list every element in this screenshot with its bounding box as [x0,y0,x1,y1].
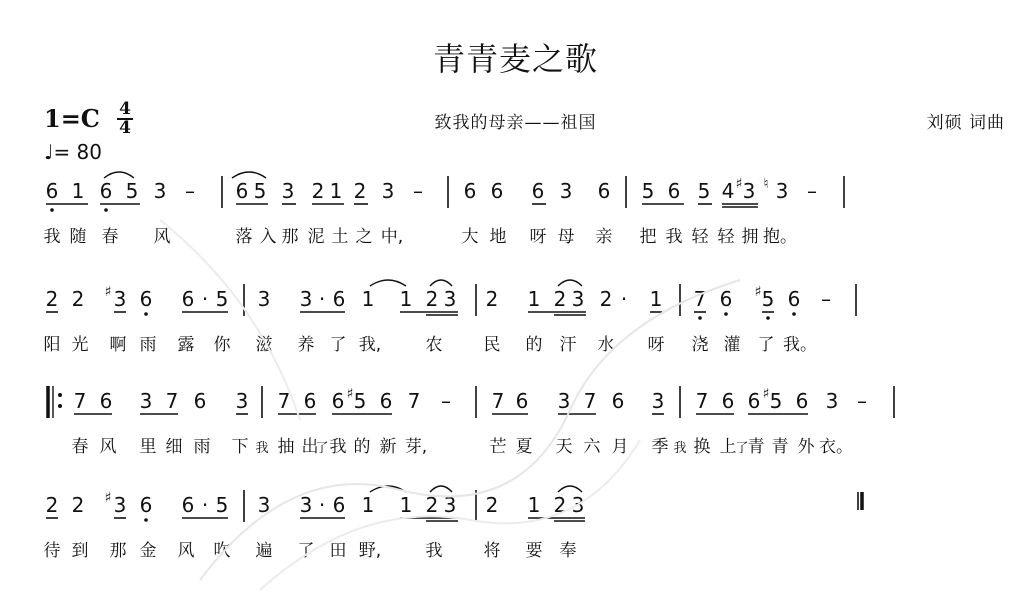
jianpu-note: 1 [361,493,375,517]
lyric-word: 轻 [691,227,709,247]
lyric-word: 了 [735,441,749,456]
jianpu-note: 6 [531,179,545,203]
lyric-word: 月 [611,437,629,457]
jianpu-note: 3 [775,179,789,203]
jianpu-note: 6 [379,389,393,413]
jianpu-note: 7 [165,389,179,413]
jianpu-note: 6 [99,389,113,413]
jianpu-note: 1 [329,179,343,203]
lyric-word: 母 [557,227,575,247]
slur-arc [370,280,406,286]
jianpu-note: 5 [253,179,267,203]
lyric-word: 我 [665,227,683,247]
repeat-dot [58,404,62,408]
jianpu-note: 6 [719,287,733,311]
lyric-word: 浇 [691,335,709,355]
jianpu-note: 5 [761,287,775,311]
jianpu-note: 3 [113,493,127,517]
jianpu-note: ♯ [346,386,354,402]
lyric-word: 呀 [647,335,665,355]
jianpu-note: 1 [527,287,541,311]
lyric-word: 入 [259,227,277,247]
jianpu-note: · [620,287,628,311]
lyric-word: 芽, [404,437,428,457]
jianpu-note: 2 [485,287,499,311]
lyric-word: 我 [329,437,347,457]
slur-arc [430,280,452,286]
jianpu-note: · [201,493,209,517]
jianpu-note: ♯ [735,176,743,192]
lyric-word: 春 [101,227,119,247]
jianpu-note: 3 [299,287,313,311]
tempo-value: = 80 [53,140,103,164]
page-title: 青青麦之歌 [432,40,598,78]
jianpu-note: 3 [257,493,271,517]
lyric-word: 我。 [783,335,817,355]
lyric-word: 汗 [559,335,577,355]
time-signature-bottom: 4 [119,118,131,138]
lyric-word: 金 [139,541,157,561]
jianpu-note: 6 [193,389,207,413]
jianpu-note: 3 [742,179,756,203]
jianpu-note: 7 [491,389,505,413]
jianpu-note: 2 [425,287,439,311]
octave-dot [50,208,54,212]
cropped-area [585,512,885,534]
lyric-word: 我 [255,441,269,456]
jianpu-note: 3 [257,287,271,311]
jianpu-note: 2 [553,493,567,517]
jianpu-note: 1 [71,179,85,203]
jianpu-note: 6 [181,287,195,311]
jianpu-note: 5 [215,493,229,517]
jianpu-note: 1 [399,287,413,311]
jianpu-note: 7 [693,287,707,311]
jianpu-note: 6 [721,389,735,413]
lyric-word: 细 [165,437,183,457]
lyric-word: 亲 [595,227,613,247]
slur-arc [430,486,452,492]
jianpu-note: 2 [71,493,85,517]
lyric-word: 阳 [43,335,61,355]
jianpu-note: 3 [113,287,127,311]
lyric-word: 把 [639,227,657,247]
key-signature: 1=C [44,104,100,133]
lyric-word: 春 [71,437,89,457]
lyric-word: 中, [380,227,404,247]
jianpu-note: 3 [235,389,249,413]
jianpu-note: 3 [281,179,295,203]
jianpu-note: 5 [697,179,711,203]
jianpu-note: – [807,179,817,203]
lyric-word: 了 [297,541,315,561]
jianpu-note: 2 [485,493,499,517]
repeat-dot [58,393,62,397]
jianpu-note: ♯ [104,490,112,506]
jianpu-note: 6 [787,287,801,311]
lyric-word: 泥 [307,227,325,247]
jianpu-note: 6 [747,389,761,413]
lyric-word: 新 [379,437,397,457]
jianpu-note: 5 [769,389,783,413]
author-credit: 刘硕 词曲 [926,113,1005,133]
lyric-word: 季 [651,437,669,457]
jianpu-note: ♯ [754,284,762,300]
slur-arc [558,280,582,286]
octave-dot [104,208,108,212]
jianpu-note: 3 [651,389,665,413]
lyric-word: 夏 [515,437,533,457]
jianpu-note: 1 [399,493,413,517]
jianpu-note: 3 [559,179,573,203]
lyric-word: 那 [109,541,127,561]
jianpu-note: 5 [215,287,229,311]
jianpu-note: 2 [311,179,325,203]
lyric-word: 雨 [139,335,157,355]
jianpu-note: 6 [597,179,611,203]
lyric-word: 随 [69,227,87,247]
lyric-word: 滋 [255,335,273,355]
lyric-word: 风 [99,437,117,457]
lyric-word: 六 [583,437,601,457]
jianpu-note: 6 [303,389,317,413]
lyric-word: 抱。 [763,227,797,247]
lyric-word: 光 [71,335,89,355]
lyric-word: 的 [525,335,543,355]
jianpu-note: 7 [277,389,291,413]
jianpu-note: 3 [299,493,313,517]
lyric-word: 我 [425,541,443,561]
jianpu-note: 2 [45,287,59,311]
lyric-word: 吹 [213,541,231,561]
lyric-word: 了 [757,335,775,355]
jianpu-note: 6 [611,389,625,413]
jianpu-note: 1 [527,493,541,517]
lyric-word: 地 [489,227,507,247]
jianpu-note: 2 [45,493,59,517]
lyric-word: 的 [353,437,371,457]
jianpu-note: 5 [641,179,655,203]
jianpu-note: 6 [181,493,195,517]
jianpu-note: 6 [99,179,113,203]
octave-dot [698,316,702,320]
octave-dot [144,312,148,316]
jianpu-note: 6 [331,389,345,413]
jianpu-note: – [821,287,831,311]
lyric-word: 我 [43,227,61,247]
lyric-word: 露 [177,335,195,355]
jianpu-note: 3 [571,287,585,311]
jianpu-note: 3 [557,389,571,413]
lyric-word: 风 [177,541,195,561]
jianpu-note: 2 [599,287,613,311]
time-signature-top: 4 [119,99,131,119]
lyric-word: 下 [231,437,249,457]
jianpu-note: 2 [71,287,85,311]
lyric-word: 土 [331,227,349,247]
lyric-word: 芒 [489,437,507,457]
jianpu-note: 6 [235,179,249,203]
jianpu-note: 4 [721,179,735,203]
jianpu-note: 6 [139,493,153,517]
lyric-word: 青 [747,437,765,457]
jianpu-note: 7 [695,389,709,413]
jianpu-note: – [413,179,423,203]
jianpu-note: · [318,287,326,311]
jianpu-note: – [441,389,451,413]
lyric-word: 要 [525,541,543,561]
jianpu-note: 3 [153,179,167,203]
jianpu-note: 3 [443,493,457,517]
jianpu-note: 2 [425,493,439,517]
jianpu-note: ♮ [763,176,769,192]
lyric-word: 风 [153,227,171,247]
lyric-word: 待 [43,541,61,561]
lyric-word: 水 [597,335,615,355]
octave-dot [724,312,728,316]
lyric-word: 养 [297,335,315,355]
octave-dot [144,518,148,522]
lyric-word: 落 [235,227,253,247]
lyric-word: 到 [71,541,89,561]
jianpu-note: 6 [332,493,346,517]
jianpu-note: 3 [139,389,153,413]
lyric-word: 了 [329,335,347,355]
lyric-word: 换 [693,437,711,457]
jianpu-note: ♯ [104,284,112,300]
jianpu-note: 7 [73,389,87,413]
lyric-word: 外 [797,437,815,457]
jianpu-note: 3 [571,493,585,517]
lyric-word: 之 [355,227,373,247]
lyric-word: 农 [425,335,443,355]
jianpu-note: 6 [515,389,529,413]
jianpu-note: 7 [407,389,421,413]
jianpu-note: 5 [125,179,139,203]
octave-dot [792,312,796,316]
lyric-word: 将 [483,541,501,561]
lyric-word: 我, [358,335,382,355]
lyric-word: 青 [771,437,789,457]
jianpu-note: 6 [667,179,681,203]
lyric-word: 呀 [529,227,547,247]
lyric-word: 拥 [741,227,759,247]
slur-arc [104,172,134,178]
lyric-word: 抽 [277,437,295,457]
jianpu-note: 3 [443,287,457,311]
jianpu-note: 3 [825,389,839,413]
lyric-word: 田 [329,541,347,561]
jianpu-note: · [318,493,326,517]
lyric-word: 衣。 [819,437,853,457]
lyric-word: 啊 [109,335,127,355]
lyric-word: 天 [555,437,573,457]
lyric-word: 出 [301,437,319,457]
jianpu-note: – [857,389,867,413]
lyric-word: 了 [315,441,329,456]
lyric-word: 灌 [723,335,741,355]
jianpu-note: ♯ [762,386,770,402]
jianpu-note: 2 [553,287,567,311]
jianpu-note: 6 [490,179,504,203]
slur-arc [558,486,582,492]
jianpu-note: 3 [381,179,395,203]
slur-arc [232,172,266,178]
lyric-word: 民 [483,335,501,355]
quarter-note-icon: ♩ [44,140,54,164]
lyric-word: 你 [213,335,231,355]
lyric-word: 我 [673,441,687,456]
jianpu-note: 6 [795,389,809,413]
octave-dot [766,316,770,320]
lyric-word: 轻 [717,227,735,247]
lyric-word: 雨 [193,437,211,457]
subtitle: 致我的母亲——祖国 [434,113,597,133]
jianpu-note: 1 [649,287,663,311]
lyric-word: 奉 [559,541,577,561]
jianpu-note: 7 [583,389,597,413]
lyric-word: 里 [139,437,157,457]
slur-arc [370,486,406,492]
jianpu-note: 6 [139,287,153,311]
lyric-word: 上 [719,437,737,457]
jianpu-note: 6 [332,287,346,311]
jianpu-note: · [201,287,209,311]
lyric-word: 大 [461,227,479,247]
jianpu-note: 6 [45,179,59,203]
jianpu-note: 5 [353,389,367,413]
lyric-word: 那 [281,227,299,247]
lyric-word: 野, [358,541,382,561]
jianpu-note: 6 [463,179,477,203]
jianpu-note: – [185,179,195,203]
jianpu-note: 2 [353,179,367,203]
jianpu-note: 1 [361,287,375,311]
lyric-word: 遍 [255,541,273,561]
